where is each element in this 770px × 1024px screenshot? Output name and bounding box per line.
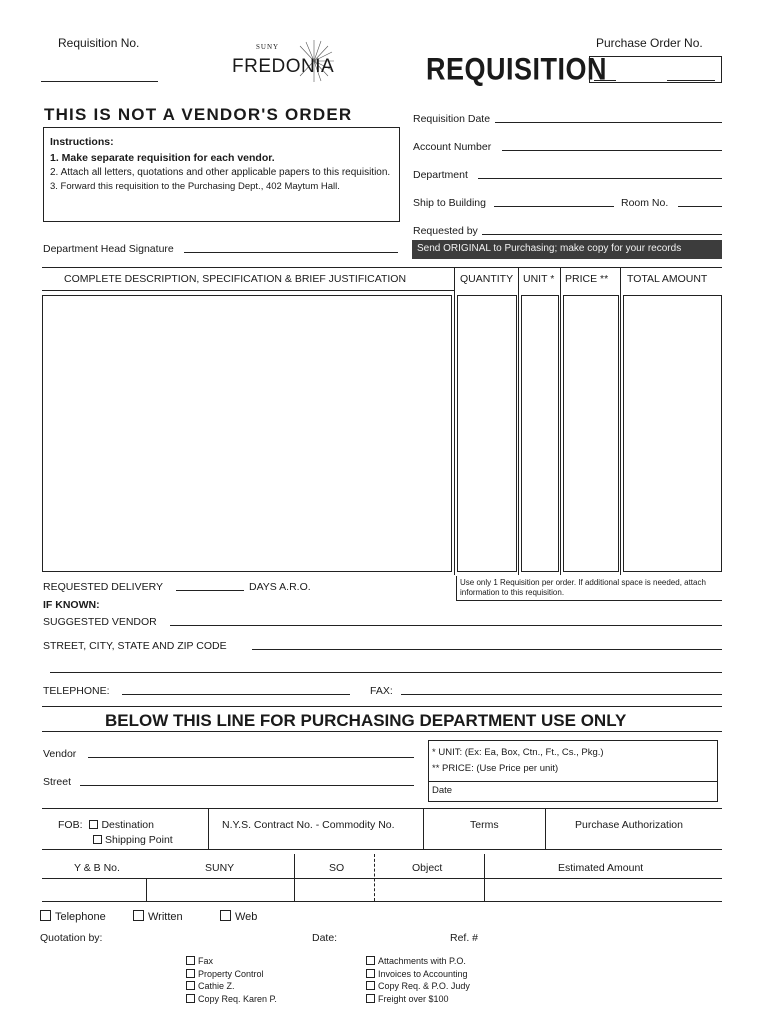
- notes-divider: [429, 781, 717, 782]
- terms-divider: [545, 809, 546, 850]
- additional-space-note: Use only 1 Requisition per order. If additional space is needed, attach information to this requisition.: [456, 576, 722, 601]
- vendor-label: Vendor: [43, 748, 77, 760]
- fax-field[interactable]: [401, 682, 722, 695]
- budget-yb-cell[interactable]: [42, 879, 146, 901]
- account-number-label: Account Number: [413, 141, 492, 153]
- routing-left-list: [186, 955, 277, 1005]
- quotation-by-label: Quotation by:: [40, 932, 103, 944]
- fob-text: FOB:: [58, 819, 83, 831]
- budget-header-amount: Estimated Amount: [558, 862, 644, 874]
- requisition-date-label: Requisition Date: [413, 113, 491, 125]
- col-header-quantity: QUANTITY: [460, 273, 514, 285]
- fob-destination-checkbox[interactable]: [89, 820, 98, 829]
- form-title: REQUISITION: [426, 51, 608, 87]
- dept-head-signature-label: Department Head Signature: [43, 243, 174, 255]
- fob-shipping-checkbox[interactable]: [93, 835, 102, 844]
- requested-by-field[interactable]: [482, 222, 722, 235]
- fax-label: FAX:: [370, 685, 393, 697]
- unit-price-notes-box: [428, 740, 718, 802]
- purchase-auth-label: Purchase Authorization: [575, 819, 683, 831]
- budget-table: [42, 854, 722, 902]
- quote-written-label: Written: [148, 911, 183, 923]
- quantity-area[interactable]: [457, 295, 517, 572]
- quotation-ref-label: Ref. #: [450, 932, 479, 944]
- requested-by-label: Requested by: [413, 225, 478, 237]
- col-header-description: COMPLETE DESCRIPTION, SPECIFICATION & BRIEF JUSTIFICATION: [64, 273, 407, 285]
- fob-label: [58, 819, 154, 831]
- routing-item[interactable]: [186, 968, 277, 981]
- department-field[interactable]: [478, 166, 722, 179]
- budget-header-object: Object: [412, 862, 443, 874]
- routing-item[interactable]: [366, 968, 470, 981]
- col-divider: [620, 268, 621, 575]
- col-header-unit: UNIT *: [523, 273, 555, 285]
- routing-item[interactable]: [366, 980, 470, 993]
- contract-divider: [423, 809, 424, 850]
- routing-label: Freight over $100: [378, 993, 449, 1004]
- col-divider: [454, 268, 455, 575]
- price-note: ** PRICE: (Use Price per unit): [432, 763, 559, 774]
- banner-rule-bottom: [42, 731, 722, 732]
- fob-divider: [208, 809, 209, 850]
- requested-delivery-field[interactable]: [176, 578, 244, 591]
- requisition-no-field[interactable]: [41, 66, 158, 82]
- routing-checkbox[interactable]: [186, 956, 195, 965]
- account-number-field[interactable]: [502, 138, 722, 151]
- street-city-label: STREET, CITY, STATE AND ZIP CODE: [43, 640, 227, 652]
- po-underline-2: [667, 64, 715, 81]
- requisition-no-label: Requisition No.: [58, 36, 140, 50]
- room-no-field[interactable]: [678, 194, 722, 207]
- fredonia-logo: [228, 38, 340, 84]
- col-header-price: PRICE **: [565, 273, 609, 285]
- routing-checkbox[interactable]: [366, 981, 375, 990]
- routing-checkbox[interactable]: [366, 994, 375, 1003]
- quote-telephone-option: [40, 910, 106, 923]
- items-table: [42, 267, 722, 574]
- instructions-box: [43, 127, 400, 222]
- routing-item[interactable]: [366, 955, 470, 968]
- routing-label: Fax: [198, 956, 214, 966]
- logo-fredonia-text: FREDONIA: [232, 56, 335, 77]
- routing-label: Cathie Z.: [198, 981, 235, 991]
- routing-right-list: [366, 955, 470, 1005]
- quote-telephone-label: Telephone: [55, 911, 106, 923]
- nys-contract-label: N.Y.S. Contract No. - Commodity No.: [222, 819, 395, 831]
- days-aro-label: DAYS A.R.O.: [249, 581, 311, 593]
- instructions-heading: Instructions:: [50, 136, 114, 148]
- fob-row: [42, 808, 722, 850]
- suggested-vendor-label: SUGGESTED VENDOR: [43, 616, 157, 628]
- budget-header-so: SO: [329, 862, 345, 874]
- quotation-date-label: Date:: [312, 932, 338, 944]
- fob-shipping-label: Shipping Point: [105, 834, 173, 846]
- ship-to-building-field[interactable]: [494, 194, 614, 207]
- po-underline: [594, 64, 616, 81]
- quote-web-option: [220, 910, 257, 923]
- budget-amount-cell[interactable]: [485, 879, 722, 901]
- routing-checkbox[interactable]: [366, 969, 375, 978]
- unit-note: * UNIT: (Ex: Ea, Box, Ctn., Ft., Cs., Pkg.): [432, 747, 604, 758]
- requisition-date-field[interactable]: [495, 110, 722, 123]
- budget-so-cell[interactable]: [295, 879, 374, 901]
- requested-delivery-label: REQUESTED DELIVERY: [43, 581, 164, 593]
- total-area[interactable]: [623, 295, 722, 572]
- routing-checkbox[interactable]: [186, 994, 195, 1003]
- logo-suny-text: SUNY: [256, 43, 280, 51]
- ship-to-building-label: Ship to Building: [413, 197, 486, 209]
- col-header-total: TOTAL AMOUNT: [627, 273, 708, 285]
- street-label: Street: [43, 776, 72, 788]
- telephone-field[interactable]: [122, 682, 350, 695]
- if-known-label: IF KNOWN:: [43, 599, 100, 611]
- budget-header-yb: Y & B No.: [74, 862, 120, 874]
- routing-label: Invoices to Accounting: [378, 968, 468, 979]
- send-original-banner: Send ORIGINAL to Purchasing; make copy for your records: [412, 240, 722, 259]
- routing-item[interactable]: [186, 993, 277, 1006]
- routing-checkbox[interactable]: [366, 956, 375, 965]
- dept-head-signature-field[interactable]: [184, 240, 398, 253]
- banner-rule-top: [42, 706, 722, 707]
- routing-checkbox[interactable]: [186, 969, 195, 978]
- col-divider: [518, 268, 519, 575]
- suggested-vendor-field[interactable]: [170, 613, 722, 626]
- quote-written-option: [133, 910, 183, 923]
- routing-item[interactable]: [366, 993, 470, 1006]
- instruction-item: 1. Make separate requisition for each vendor.: [50, 152, 275, 164]
- unit-note-text: UNIT: (Ex: Ea, Box, Ctn., Ft., Cs., Pkg.): [438, 747, 604, 758]
- quote-written-checkbox[interactable]: [133, 910, 144, 921]
- telephone-label: TELEPHONE:: [43, 685, 110, 697]
- room-no-label: Room No.: [621, 197, 669, 209]
- price-area[interactable]: [563, 295, 619, 572]
- fob-shipping-row: [93, 834, 173, 846]
- budget-header-suny: SUNY: [205, 862, 235, 874]
- budget-suny-cell[interactable]: [147, 879, 294, 901]
- description-area[interactable]: [42, 295, 452, 572]
- routing-label: Attachments with P.O.: [378, 956, 466, 966]
- street-city-field-2[interactable]: [50, 660, 722, 673]
- quote-web-checkbox[interactable]: [220, 910, 231, 921]
- fob-destination-label: Destination: [101, 819, 154, 831]
- purchase-order-label: Purchase Order No.: [596, 36, 703, 50]
- instruction-item: 2. Attach all letters, quotations and other applicable papers to this requisition.: [50, 167, 391, 178]
- notes-date-label[interactable]: Date: [432, 785, 453, 796]
- street-field[interactable]: [80, 773, 414, 786]
- col-divider: [560, 268, 561, 575]
- price-note-text: PRICE: (Use Price per unit): [442, 763, 559, 774]
- budget-object-cell[interactable]: [375, 879, 484, 901]
- not-vendor-order-heading: THIS IS NOT A VENDOR'S ORDER: [44, 105, 353, 124]
- routing-item[interactable]: [186, 980, 277, 993]
- street-city-field[interactable]: [252, 637, 722, 650]
- routing-checkbox[interactable]: [186, 981, 195, 990]
- department-label: Department: [413, 169, 468, 181]
- routing-label: Copy Req. & P.O. Judy: [378, 981, 470, 991]
- quote-web-label: Web: [235, 911, 258, 923]
- purchasing-banner: BELOW THIS LINE FOR PURCHASING DEPARTMENT USE ONLY: [105, 711, 627, 730]
- routing-label: Copy Req. Karen P.: [198, 993, 277, 1004]
- header-rule: [42, 290, 454, 291]
- terms-label: Terms: [470, 819, 499, 831]
- routing-item[interactable]: [186, 955, 277, 968]
- routing-label: Property Control: [198, 968, 264, 979]
- instruction-item: 3. Forward this requisition to the Purchasing Dept., 402 Maytum Hall.: [50, 181, 340, 192]
- vendor-field[interactable]: [88, 745, 414, 758]
- unit-area[interactable]: [521, 295, 559, 572]
- quote-telephone-checkbox[interactable]: [40, 910, 51, 921]
